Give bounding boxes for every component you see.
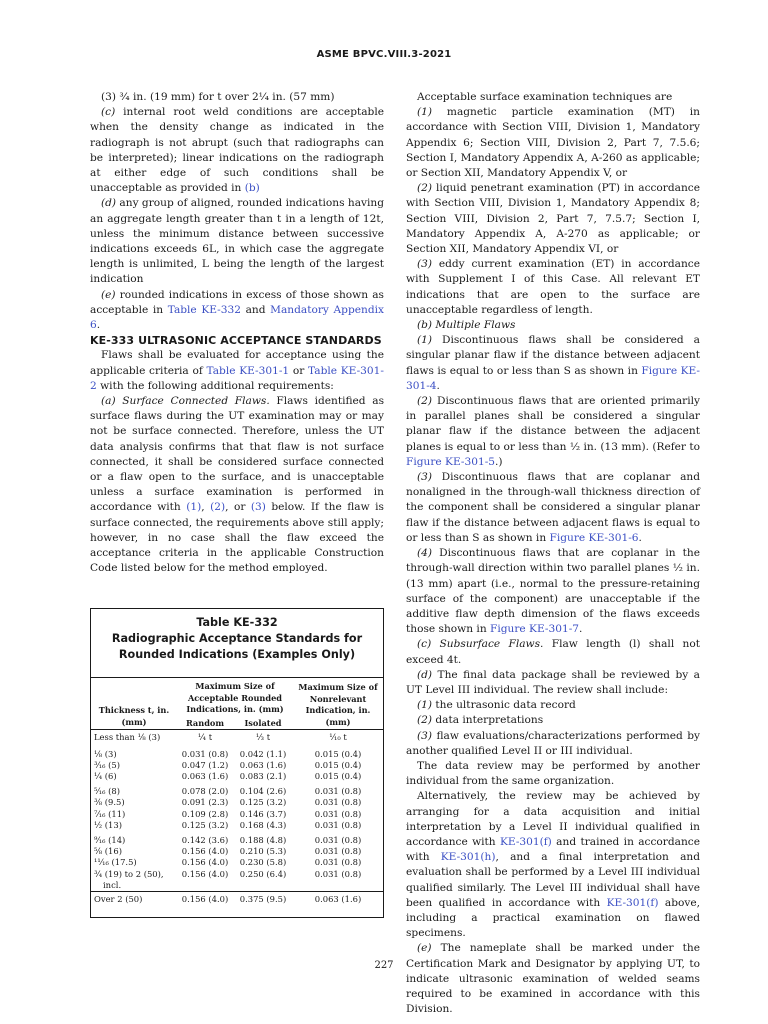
table-cell: 0.031 (0.8) [314, 857, 362, 868]
header-nonrelevant: Maximum Size of Nonrelevant Indication, in. (mm) [298, 682, 378, 727]
table-cell: 0.031 (0.8) [314, 786, 362, 797]
table-cell: 0.156 (4.0) [181, 846, 229, 857]
table-row [91, 857, 383, 868]
paragraph: (d) The final data package shall be reviewed by a UT Level III individual. The review shall include: [406, 668, 700, 696]
running-header: ASME BPVC.VIII.3-2021 [316, 49, 452, 60]
link-table-ke-332[interactable]: Table KE-332 [167, 303, 241, 316]
link-mandatory-appendix-6[interactable]: Mandatory Appendix 6 [90, 303, 384, 332]
table-cell: ⁵⁄₁₆ (8) [94, 786, 120, 797]
link-ke-301f-2[interactable]: KE-301(f) [606, 896, 659, 909]
table-cell: 0.015 (0.4) [314, 759, 362, 770]
table-cell: 0.156 (4.0) [181, 868, 229, 879]
page-number: 227 [374, 960, 394, 971]
table-row [91, 835, 383, 846]
table-cell: ¹⁄₈ (3) [94, 748, 117, 759]
link-b[interactable]: (b) [244, 182, 260, 195]
table-cell: ³⁄₄ (19) to 2 (50), [94, 868, 164, 879]
paragraph: (c) Subsurface Flaws. Flaw length (l) shall not exceed 4t. [406, 638, 700, 666]
table-cell: 0.188 (4.8) [239, 834, 287, 845]
table-cell: 0.375 (9.5) [239, 893, 287, 904]
paragraph: (2) data interpretations [417, 714, 544, 727]
paragraph: (b) Multiple Flaws [417, 319, 516, 332]
table-cell: 0.031 (0.8) [314, 868, 362, 879]
table-cell: 0.091 (2.3) [181, 797, 229, 808]
paragraph: (3) ³⁄₄ in. (19 mm) for t over 2¹⁄₄ in. (57 mm) [101, 91, 335, 103]
paragraph: (2) liquid penetrant examination (PT) in accordance with Section VIII, Division 1, Mandatory Appendix 8; Section VIII, Division 2, Part 7, 7.5.7; Section I, Mandatory Appendix A, A-270 as applicable; or Section XII, Mandatory Appendix VI, or [406, 182, 700, 256]
table-title: Table KE-332 Radiographic Acceptance Standards for Rounded Indications (Examples Only) [111, 616, 363, 661]
table-cell: 0.230 (5.8) [239, 857, 287, 868]
right-column [406, 90, 700, 1017]
table-cell: Over 2 (50) [94, 893, 143, 904]
header-thickness: Thickness t, in. (mm) [98, 705, 170, 727]
table-cell: 0.104 (2.6) [239, 786, 287, 797]
paragraph: (a) Surface Connected Flaws. Flaws identified as surface flaws during the UT examination may or may not be surface connected. Therefore, unless the UT data analysis confirms that that flaw is not surface connected, it shall be considered surface connected or a flaw open to the surface, and is unacceptable unless a surface examination is performed in accordance with (1), (2), or (3) below. If the flaw is surface connected, the requirements above still apply; however, in no case shall the flaw exceed the acceptance criteria in the applicable Construction Code listed below for the method employed. [90, 395, 384, 575]
table-cell: ¹¹⁄₁₆ (17.5) [94, 857, 137, 868]
link-table-ke-301-1[interactable]: Table KE-301-1 [206, 364, 290, 377]
left-column [90, 90, 384, 577]
table-row [91, 797, 383, 808]
table-row [91, 786, 383, 797]
table-cell: 0.015 (0.4) [314, 770, 362, 781]
table-cell: ⁵⁄₈ (16) [94, 846, 122, 857]
table-row [91, 760, 383, 771]
link-ke-301h[interactable]: KE-301(h) [440, 851, 496, 864]
table-row [91, 869, 383, 880]
table-cell: ³⁄₈ (9.5) [94, 797, 125, 808]
table-cell: 0.015 (0.4) [314, 748, 362, 759]
link-1[interactable]: (1) [186, 501, 202, 514]
header-isolated: Isolated [244, 717, 282, 728]
link-figure-ke-301-4[interactable]: Figure KE-301-4 [406, 364, 701, 392]
table-cell: 0.078 (2.0) [181, 786, 229, 797]
table-row [91, 749, 383, 760]
paragraph: (1) Discontinuous flaws shall be considered a singular planar flaw if the distance between adjacent flaws is equal to or less than S as shown in Figure KE-301-4. [406, 334, 701, 392]
section-heading: KE-333 ULTRASONIC ACCEPTANCE STANDARDS [90, 334, 382, 348]
table-cell: ¹⁄₄ (6) [94, 770, 117, 781]
paragraph: (e) rounded indications in excess of those shown as acceptable in Table KE-332 and Mandatory Appendix 6. [90, 288, 384, 332]
paragraph: (3) Discontinuous flaws that are coplanar and nonaligned in the through-wall thickness direction of the component shall be considered a singular planar flaw if the distance between adjacent flaws is equal to or less than S as shown in Figure KE-301-6. [406, 471, 700, 544]
table-cell: ¹⁄₂ (13) [94, 819, 122, 830]
table-cell: 0.168 (4.3) [239, 819, 287, 830]
table-cell: 0.031 (0.8) [314, 834, 362, 845]
paragraph: Flaws shall be evaluated for acceptance using the applicable criteria of Table KE-301-1 or Table KE-301-2 with the following additional requirements: [90, 349, 384, 392]
link-figure-ke-301-7[interactable]: Figure KE-301-7 [490, 623, 580, 636]
table-row [91, 891, 383, 906]
link-ke-301f[interactable]: KE-301(f) [499, 835, 552, 848]
table-cell: ⁷⁄₁₆ (11) [94, 808, 126, 819]
paragraph: The data review may be performed by another individual from the same organization. [406, 759, 700, 788]
table-cell: ¹⁄₄ t [197, 731, 213, 742]
table-cell: 0.210 (5.3) [239, 846, 287, 857]
table-cell: 0.083 (2.1) [239, 770, 287, 781]
acceptance-table [91, 677, 383, 906]
table-cell: 0.031 (0.8) [181, 748, 229, 759]
table-cell: ⁹⁄₁₆ (14) [94, 834, 126, 845]
table-cell: 0.125 (3.2) [181, 819, 229, 830]
paragraph: (1) the ultrasonic data record [417, 699, 576, 712]
table-cell: 0.146 (3.7) [239, 808, 287, 819]
link-3[interactable]: (3) [250, 501, 266, 514]
table-row [91, 771, 383, 782]
table-cell: 0.031 (0.8) [314, 819, 362, 830]
table-row [91, 820, 383, 831]
table-cell: 0.063 (1.6) [181, 770, 229, 781]
table-cell: ³⁄₁₆ (5) [94, 759, 120, 770]
table-cell: 0.047 (1.2) [181, 759, 229, 770]
paragraph: (e) The nameplate shall be marked under the Certification Mark and Designator by applying UT, to indicate ultrasonic examination of welded seams required to be examined in accordance with this Division. [406, 942, 700, 1016]
table-cell: incl. [103, 879, 122, 890]
table-cell: 0.250 (6.4) [239, 868, 287, 879]
paragraph: (c) internal root weld conditions are acceptable when the density change as indicated in the radiograph is not abrupt (such that radiographs can be interpreted); linear indications on the radiograph at either edge of such conditions shall be unacceptable as provided in (b) [90, 106, 384, 195]
table-row [91, 880, 383, 892]
paragraph: Acceptable surface examination techniques are [417, 91, 673, 103]
paragraph: (d) any group of aligned, rounded indications having an aggregate length greater than t in a length of 12t, unless the minimum distance between successive indications exceeds 6L, in which case the aggregate length is unlimited, L being the length of the largest indication [90, 197, 384, 286]
table-cell: 0.156 (4.0) [181, 857, 229, 868]
header-random: Random [185, 717, 225, 728]
paragraph: (1) magnetic particle examination (MT) in accordance with Section VIII, Division 1, Mandatory Appendix 6; Section VIII, Division 2, Part 7, 7.5.6; Section I, Mandatory Appendix A, A-260 as applicable; or Section XII, Mandatory Appendix V, or [406, 106, 700, 180]
paragraph: (3) eddy current examination (ET) in accordance with Supplement I of this Case. All relevant ET indications that are open to the surface are unacceptable regardless of length. [406, 258, 700, 316]
table-cell: ¹⁄₁₀ t [329, 731, 347, 742]
link-figure-ke-301-6[interactable]: Figure KE-301-6 [549, 531, 639, 544]
link-table-ke-301-2[interactable]: Table KE-301-2 [90, 364, 384, 392]
table-cell: 0.042 (1.1) [239, 748, 287, 759]
table-ke-332 [90, 608, 384, 918]
table-row [91, 809, 383, 820]
table-cell: 0.031 (0.8) [314, 797, 362, 808]
paragraph: Alternatively, the review may be achieved by arranging for a data acquisition and initial interpretation by a Level II individual qualified in accordance with KE-301(f) and trained in accordance with KE-301(h), and a final interpretation and evaluation shall be performed by a Level III individual qualified similarly. The Level III individual shall have been qualified in accordance with KE-301(f) above, including a practical examination on flawed specimens. [406, 790, 700, 940]
link-2[interactable]: (2) [210, 501, 226, 514]
header-acceptable: Maximum Size of Acceptable Rounded Indications, in. (mm) [186, 681, 284, 714]
table-cell: ¹⁄₃ t [255, 731, 271, 742]
table-cell: 0.031 (0.8) [314, 808, 362, 819]
table-cell: 0.063 (1.6) [239, 759, 287, 770]
paragraph: (2) Discontinuous flaws that are oriented primarily in parallel planes shall be considered a singular planar flaw if the distance between the adjacent planes is equal to or less than ¹⁄₂ in. (13 mm). (Refer to Figure KE-301-5.) [406, 395, 700, 468]
table-cell: 0.156 (4.0) [181, 893, 229, 904]
table-cell: Less than ¹⁄₈ (3) [94, 731, 161, 742]
table-cell: 0.109 (2.8) [181, 808, 229, 819]
table-cell: 0.063 (1.6) [314, 893, 362, 904]
table-cell: 0.031 (0.8) [314, 846, 362, 857]
link-figure-ke-301-5[interactable]: Figure KE-301-5 [406, 455, 496, 468]
table-row [91, 846, 383, 857]
paragraph: (4) Discontinuous flaws that are coplanar in the through-wall direction within two parallel planes ¹⁄₂ in. (13 mm) apart (i.e., normal to the pressure-retaining surface of the component) are unacceptable if the additive flaw depth dimension of the flaws exceeds those shown in Figure KE-301-7. [406, 547, 700, 636]
table-cell: 0.125 (3.2) [239, 797, 287, 808]
paragraph: (3) flaw evaluations/characterizations performed by another qualified Level II or III individual. [406, 729, 700, 757]
table-cell: 0.142 (3.6) [181, 834, 229, 845]
